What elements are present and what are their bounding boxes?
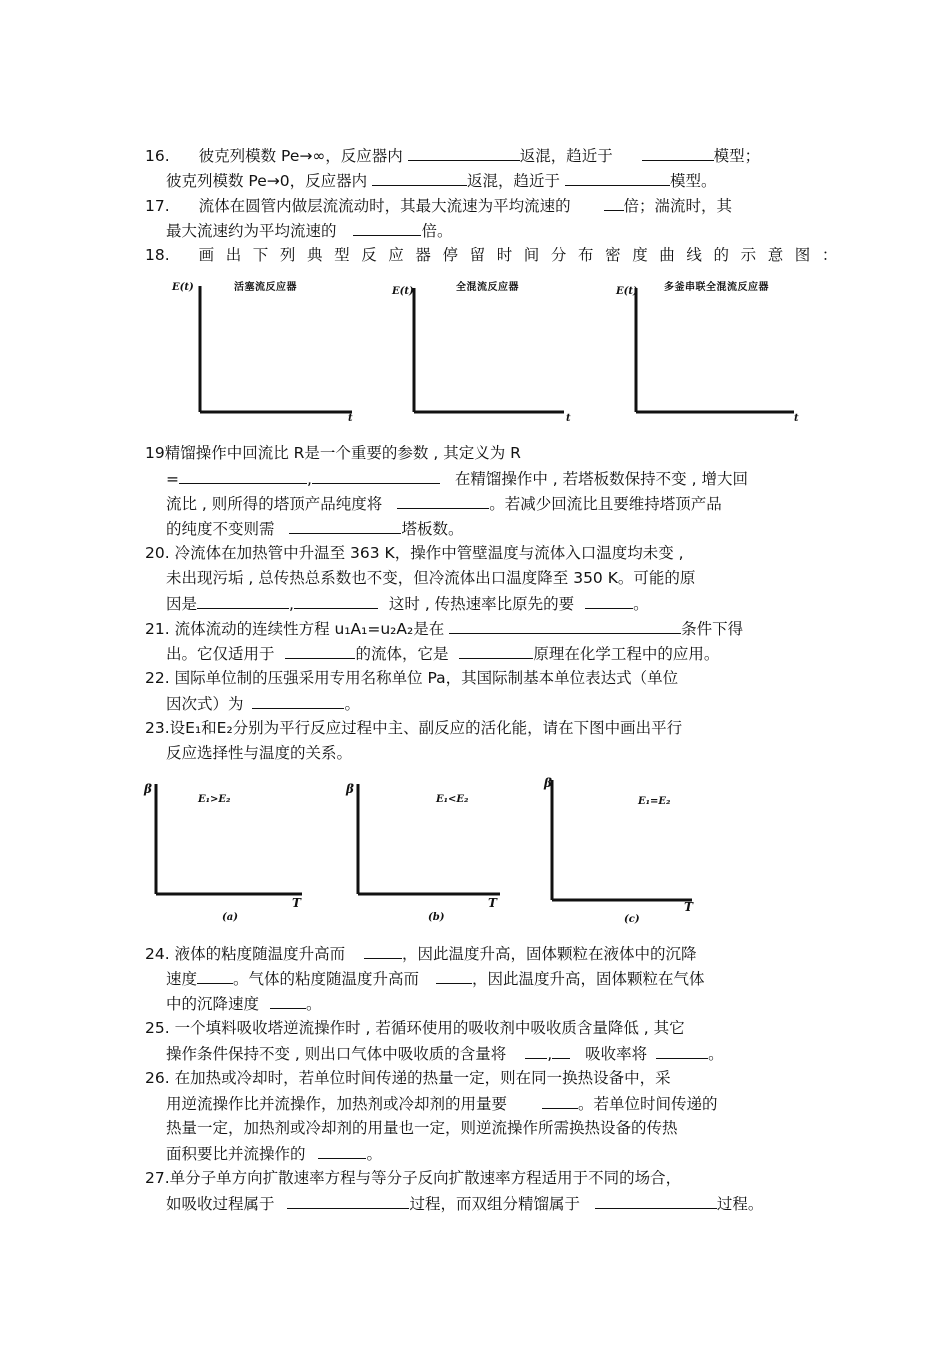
q24-text: ，因此温度升高，固体颗粒在气体	[471, 970, 705, 988]
q19-text: 的纯度不变则需	[166, 520, 275, 538]
q19-blank-4[interactable]	[289, 518, 401, 534]
q17-line2	[166, 220, 452, 241]
q20-line3	[166, 593, 649, 614]
q25-line1	[145, 1018, 685, 1038]
q21-text: 条件下得	[681, 620, 744, 638]
q19-text: ,	[307, 470, 312, 488]
q20-number: 20.	[145, 544, 170, 562]
q25-text: 一个填料吸收塔逆流操作时 , 若循环使用的吸收剂中吸收质含量降低 , 其它	[174, 1019, 685, 1037]
q17-line1	[145, 195, 732, 216]
q19-line2	[166, 468, 748, 489]
q24-text: 速度	[166, 970, 198, 988]
q20-text: 冷流体在加热管中升温至 363 K，操作中管壁温度与流体入口温度均未变 ,	[174, 544, 684, 562]
q21-text: 流体流动的连续性方程 u₁A₁=u₂A₂是在	[174, 620, 445, 638]
q19-text: 19精馏操作中回流比 R是一个重要的参数 , 其定义为 R	[145, 444, 521, 462]
q22-text: 。	[344, 695, 360, 713]
q21-number: 21.	[145, 620, 170, 638]
q21-line1	[145, 618, 743, 639]
q20-text: ,	[289, 595, 294, 613]
rtd-graph-mixed-flow	[390, 276, 580, 432]
selectivity-graph-c	[538, 776, 708, 932]
q20-text: 未出现污垢 , 总传热总系数也不变，但冷流体出口温度降至 350 K。可能的原	[166, 569, 696, 587]
graph-title: 多釜串联全混流反应器	[664, 282, 769, 293]
q19-text: 。若减少回流比且要维持塔顶产品	[489, 495, 722, 513]
q26-line1	[145, 1068, 671, 1088]
graph-axes	[172, 276, 362, 432]
q16-text: 彼克列模数 Pe→0，反应器内	[166, 172, 368, 190]
q17-text: 倍。	[421, 222, 453, 240]
q26-blank-1[interactable]	[542, 1093, 578, 1109]
q16-text: 模型；	[713, 147, 761, 165]
q21-line2	[166, 643, 719, 664]
q16-text: 彼克列模数 Pe→∞，反应器内	[198, 147, 403, 165]
q19-text: 流比 , 则所得的塔顶产品纯度将	[166, 495, 383, 513]
q23-text: 23.设E₁和E₂分别为平行反应过程中主、副反应的活化能，请在下图中画出平行	[145, 719, 683, 737]
q26-line2	[166, 1093, 717, 1114]
q27-text: 过程。	[716, 1195, 764, 1213]
q25-blank-2[interactable]	[656, 1043, 708, 1059]
q19-text: =	[166, 470, 179, 488]
q24-text: 。气体的粘度随温度升高而	[233, 970, 420, 988]
q24-blank-1[interactable]	[364, 943, 402, 959]
q21-blank-1[interactable]	[449, 618, 681, 634]
q20-text: 这时 , 传热速率比原先的要	[388, 595, 575, 613]
q17-text: 倍；湍流时，其	[623, 197, 733, 215]
q17-blank-1[interactable]	[604, 195, 624, 211]
q16-line1	[145, 145, 760, 166]
q19-blank-2[interactable]	[312, 468, 440, 484]
graph-y-label: E(t)	[392, 286, 414, 297]
q26-text: 在加热或冷却时，若单位时间传递的热量一定，则在同一换热设备中，采	[174, 1069, 671, 1087]
q16-number: 16.	[145, 147, 170, 165]
q17-text: 最大流速约为平均流速的	[166, 222, 337, 240]
q20-line2	[166, 568, 695, 588]
q16-text: 返混，趋近于	[467, 172, 561, 190]
graph-x-label: T	[684, 900, 693, 914]
graph-x-label: T	[488, 896, 497, 910]
graph-x-label: t	[566, 413, 571, 424]
q27-text: 过程，而双组分精馏属于	[409, 1195, 580, 1213]
q20-text: 因是	[166, 595, 198, 613]
q22-line1	[145, 668, 678, 688]
q24-blank-2[interactable]	[197, 968, 233, 984]
q22-blank-1[interactable]	[252, 693, 344, 709]
q17-number: 17.	[145, 197, 170, 215]
q24-line3	[166, 993, 321, 1014]
q20-line1	[145, 543, 684, 563]
graph-axes	[390, 276, 580, 432]
q18-text: 画出下列典型反应器停留时间分布密度曲线的示意图：	[198, 246, 849, 264]
graph-axes	[614, 276, 810, 432]
q27-line2	[166, 1193, 763, 1214]
q21-blank-2[interactable]	[285, 643, 355, 659]
q24-blank-4[interactable]	[270, 993, 306, 1009]
graph-axes	[538, 776, 708, 932]
q25-text: 吸收率将	[585, 1045, 648, 1063]
q24-blank-3[interactable]	[436, 968, 472, 984]
q16-blank-3[interactable]	[372, 170, 467, 186]
q21-text: 的流体，它是	[355, 645, 449, 663]
graph-x-label: t	[348, 413, 353, 424]
q27-blank-2[interactable]	[595, 1193, 717, 1209]
q25-number: 25.	[145, 1019, 170, 1037]
q18-line1	[145, 245, 849, 265]
q22-text: 因次式）为	[166, 695, 244, 713]
q26-text: 面积要比并流操作的	[166, 1145, 306, 1163]
q17-text: 流体在圆管内做层流流动时，其最大流速为平均流速的	[198, 197, 571, 215]
q26-line4	[166, 1143, 382, 1164]
q26-text: 热量一定，加热剂或冷却剂的用量也一定，则逆流操作所需换热设备的传热	[166, 1119, 678, 1137]
q19-line1	[145, 443, 521, 463]
q17-blank-2[interactable]	[353, 220, 421, 236]
graph-title: 活塞流反应器	[234, 282, 297, 293]
graph-y-label: E(t)	[172, 282, 194, 293]
graph-caption: (a)	[222, 912, 238, 923]
q20-blank-1[interactable]	[197, 593, 289, 609]
q24-text: 。	[305, 995, 322, 1013]
graph-title: E₁=E₂	[638, 796, 671, 807]
graph-caption: (c)	[624, 914, 640, 925]
q24-number: 24.	[145, 945, 170, 963]
q23-text: 反应选择性与温度的关系。	[166, 744, 353, 762]
q22-number: 22.	[145, 669, 170, 687]
q19-blank-1[interactable]	[179, 468, 307, 484]
graph-title: E₁>E₂	[198, 794, 231, 805]
graph-y-label: E(t)	[616, 286, 638, 297]
graph-y-label: β	[346, 782, 354, 796]
q27-text: 27.单分子单方向扩散速率方程与等分子反向扩散速率方程适用于不同的场合，	[145, 1169, 682, 1187]
q20-text: 。	[633, 595, 649, 613]
q26-line3	[166, 1118, 678, 1138]
q16-blank-4[interactable]	[565, 170, 670, 186]
q25-blank-1[interactable]	[525, 1043, 547, 1059]
q26-text: 。若单位时间传递的	[577, 1095, 718, 1113]
graph-title: E₁<E₂	[436, 794, 469, 805]
q19-line4	[166, 518, 463, 539]
q24-text: 中的沉降速度	[166, 995, 260, 1013]
q26-number: 26.	[145, 1069, 170, 1087]
graph-axes	[340, 776, 510, 932]
selectivity-graph-a	[140, 776, 310, 932]
q24-line1	[145, 943, 697, 964]
graph-caption: (b)	[428, 912, 445, 923]
q18-number: 18.	[145, 246, 170, 264]
q26-text: 。	[366, 1145, 382, 1163]
q26-blank-2[interactable]	[318, 1143, 366, 1159]
q19-line3	[166, 493, 722, 514]
graph-y-label: β	[544, 776, 552, 790]
q23-line1	[145, 718, 682, 738]
q27-line1	[145, 1168, 681, 1188]
q25-text: 。	[708, 1045, 724, 1063]
graph-y-label: β	[144, 782, 152, 796]
q16-blank-1[interactable]	[408, 145, 520, 161]
rtd-graph-plug-flow	[172, 276, 362, 432]
q16-line2	[166, 170, 717, 191]
q25-line2	[166, 1043, 724, 1064]
q16-text: 模型。	[670, 172, 717, 190]
q26-text: 用逆流操作比并流操作，加热剂或冷却剂的用量要	[166, 1095, 508, 1113]
q20-blank-3[interactable]	[585, 593, 633, 609]
q25-text: 操作条件保持不变 , 则出口气体中吸收质的含量将	[166, 1045, 507, 1063]
graph-x-label: t	[794, 413, 799, 424]
q27-blank-1[interactable]	[287, 1193, 409, 1209]
graph-x-label: T	[292, 896, 301, 910]
q24-text: ，因此温度升高，固体颗粒在液体中的沉降	[402, 945, 697, 963]
q16-text: 返混，趋近于	[519, 147, 613, 165]
q23-line2	[166, 743, 352, 763]
q25-text: ,	[547, 1045, 553, 1063]
q21-blank-3[interactable]	[459, 643, 533, 659]
q20-blank-2[interactable]	[294, 593, 378, 609]
q24-text: 液体的粘度随温度升高而	[174, 945, 346, 963]
selectivity-graph-b	[340, 776, 510, 932]
q19-text: 塔板数。	[401, 520, 464, 538]
q19-blank-3[interactable]	[397, 493, 489, 509]
graph-title: 全混流反应器	[456, 282, 519, 293]
q21-text: 原理在化学工程中的应用。	[533, 645, 720, 663]
rtd-graph-cstr-series	[614, 276, 810, 432]
q24-line2	[166, 968, 704, 989]
q22-text: 国际单位制的压强采用专用名称单位 Pa，其国际制基本单位表达式（单位	[174, 669, 679, 687]
q21-text: 出。它仅适用于	[166, 645, 275, 663]
q16-blank-2[interactable]	[642, 145, 714, 161]
q19-text: 在精馏操作中 , 若塔板数保持不变 , 增大回	[454, 470, 748, 488]
q25-blank-1b[interactable]	[552, 1043, 570, 1059]
q22-line2	[166, 693, 360, 714]
q27-text: 如吸收过程属于	[166, 1195, 275, 1213]
